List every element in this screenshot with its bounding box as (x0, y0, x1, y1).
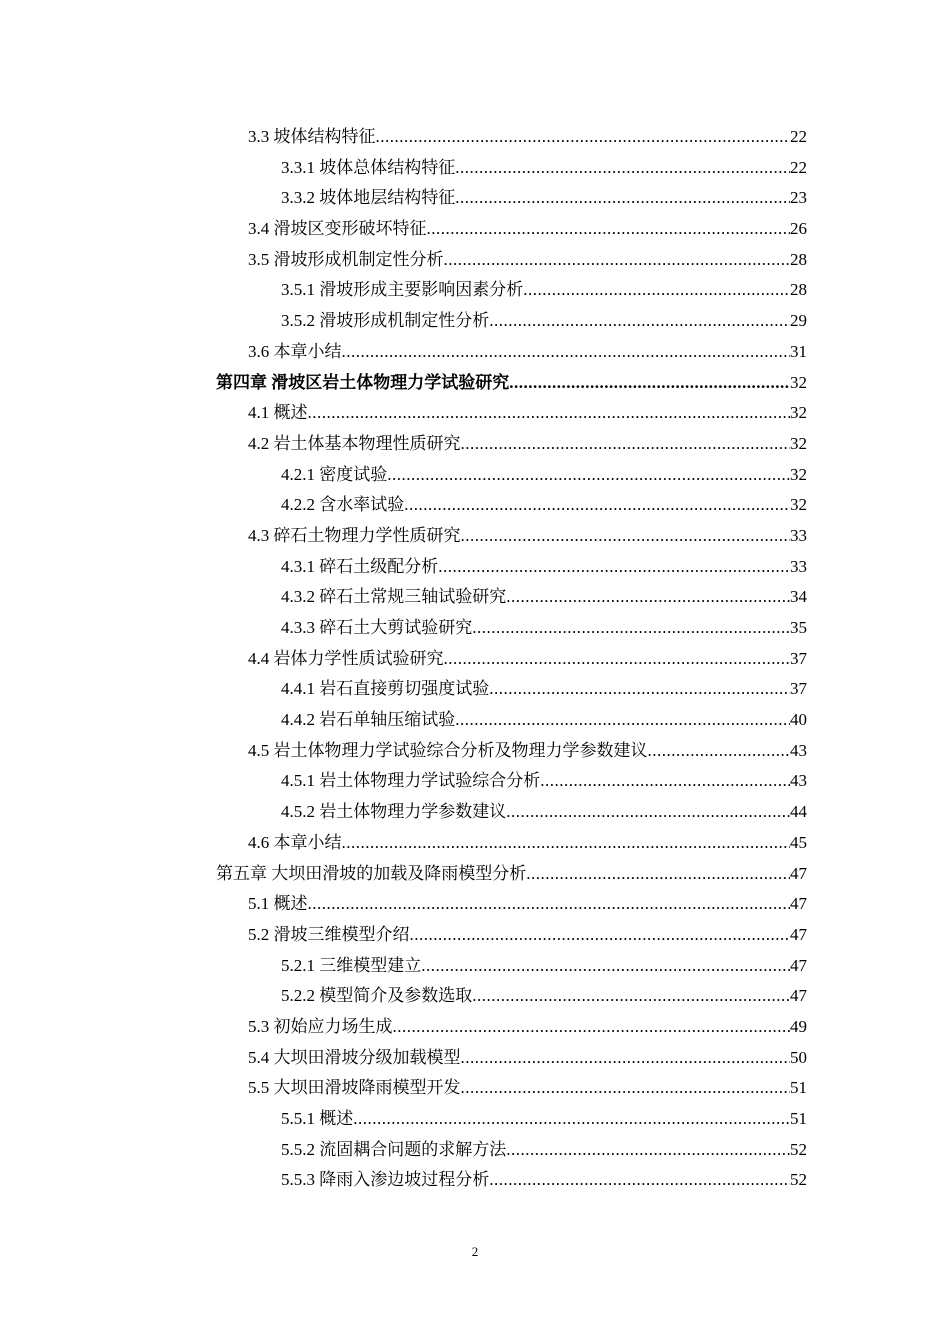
toc-section-entry[interactable] (0, 398, 950, 429)
toc-entry-page-number: 22 (790, 157, 807, 177)
toc-entry-title: 4.3.3 碎石土大剪试验研究 (281, 618, 473, 637)
toc-section-entry[interactable] (0, 122, 950, 153)
toc-entry-page-number: 52 (790, 1170, 807, 1190)
toc-section-entry[interactable] (0, 644, 950, 675)
toc-section-entry[interactable] (0, 214, 950, 245)
toc-subsection-entry[interactable] (0, 153, 950, 184)
toc-section-entry[interactable] (0, 736, 950, 767)
toc-dot-leader (506, 582, 790, 613)
toc-entry-title: 3.5.2 滑坡形成机制定性分析 (281, 311, 490, 331)
toc-section-entry[interactable] (0, 245, 950, 276)
toc-entry-title: 第五章 大坝田滑坡的加载及降雨模型分析 (216, 863, 527, 883)
toc-dot-leader (461, 1073, 791, 1104)
toc-chapter-entry[interactable] (0, 368, 950, 399)
toc-entry-page-number: 45 (790, 832, 807, 852)
toc-entry-page-number: 33 (790, 525, 807, 545)
toc-entry-page-number: 51 (790, 1109, 807, 1128)
toc-subsection-entry[interactable] (0, 1135, 950, 1166)
toc-subsection-entry[interactable] (0, 797, 950, 828)
toc-dot-leader (404, 490, 790, 521)
toc-section-entry[interactable] (0, 429, 950, 460)
toc-subsection-entry[interactable] (0, 552, 950, 583)
toc-entry-title: 5.2.1 三维模型建立 (281, 955, 422, 975)
toc-entry-page-number: 43 (790, 771, 807, 791)
toc-dot-leader (489, 1165, 790, 1196)
toc-entry-page-number: 49 (790, 1016, 807, 1036)
toc-dot-leader (393, 1012, 791, 1043)
toc-chapter-entry[interactable] (0, 859, 950, 890)
toc-entry-page-number: 22 (790, 127, 807, 146)
toc-entry-page-number: 34 (790, 587, 807, 607)
toc-entry-title: 4.5 岩土体物理力学试验综合分析及物理力学参数建议 (248, 740, 648, 760)
toc-entry-page-number: 29 (790, 311, 807, 331)
toc-dot-leader (438, 552, 790, 583)
toc-dot-leader (342, 828, 791, 859)
toc-section-entry[interactable] (0, 889, 950, 920)
toc-dot-leader (427, 214, 791, 245)
toc-entry-page-number: 50 (790, 1047, 807, 1067)
toc-entry-title: 5.4 大坝田滑坡分级加载模型 (248, 1047, 461, 1067)
toc-entry-page-number: 47 (790, 986, 807, 1006)
toc-section-entry[interactable] (0, 1073, 950, 1104)
toc-entry-title: 3.5 滑坡形成机制定性分析 (248, 249, 444, 269)
toc-entry-title: 5.3 初始应力场生成 (248, 1016, 393, 1036)
toc-dot-leader (489, 306, 790, 337)
toc-dot-leader (489, 674, 790, 705)
toc-dot-leader (455, 183, 790, 214)
toc-entry-page-number: 31 (790, 341, 807, 361)
toc-subsection-entry[interactable] (0, 1104, 950, 1135)
toc-dot-leader (342, 337, 791, 368)
toc-entry-page-number: 52 (790, 1139, 807, 1159)
toc-entry-page-number: 28 (790, 280, 807, 300)
toc-entry-page-number: 32 (790, 433, 807, 453)
toc-entry-title: 4.5.2 岩土体物理力学参数建议 (281, 802, 507, 822)
toc-entry-title: 4.2 岩土体基本物理性质研究 (248, 433, 461, 453)
toc-subsection-entry[interactable] (0, 275, 950, 306)
toc-entry-page-number: 47 (790, 863, 807, 883)
toc-entry-page-number: 51 (790, 1078, 807, 1098)
toc-entry-title: 5.5 大坝田滑坡降雨模型开发 (248, 1078, 461, 1098)
toc-entry-page-number: 47 (790, 894, 807, 914)
toc-subsection-entry[interactable] (0, 705, 950, 736)
toc-entry-title: 3.6 本章小结 (248, 341, 342, 361)
toc-subsection-entry[interactable] (0, 613, 950, 644)
toc-dot-leader (444, 245, 791, 276)
toc-entry-title: 4.6 本章小结 (248, 832, 342, 852)
toc-section-entry[interactable] (0, 1043, 950, 1074)
toc-entry-page-number: 32 (790, 495, 807, 515)
toc-dot-leader (523, 275, 790, 306)
toc-entry-page-number: 43 (790, 740, 807, 760)
toc-dot-leader (506, 1135, 790, 1166)
toc-dot-leader (509, 368, 790, 399)
toc-entry-title: 5.5.3 降雨入渗边坡过程分析 (281, 1170, 490, 1190)
toc-dot-leader (421, 951, 790, 982)
toc-subsection-entry[interactable] (0, 460, 950, 491)
toc-entry-page-number: 33 (790, 556, 807, 576)
toc-entry-title: 4.3 碎石土物理力学性质研究 (248, 525, 461, 545)
toc-entry-title: 3.3 坡体结构特征 (248, 127, 376, 146)
toc-subsection-entry[interactable] (0, 981, 950, 1012)
toc-subsection-entry[interactable] (0, 674, 950, 705)
toc-entry-title: 4.3.2 碎石土常规三轴试验研究 (281, 587, 507, 607)
toc-entry-page-number: 37 (790, 648, 807, 668)
toc-section-entry[interactable] (0, 1012, 950, 1043)
toc-subsection-entry[interactable] (0, 183, 950, 214)
toc-dot-leader (455, 705, 790, 736)
toc-dot-leader (308, 398, 791, 429)
toc-dot-leader (472, 981, 790, 1012)
toc-section-entry[interactable] (0, 337, 950, 368)
toc-entry-page-number: 32 (790, 464, 807, 484)
toc-dot-leader (376, 122, 791, 153)
toc-entry-title: 5.5.2 流固耦合问题的求解方法 (281, 1139, 507, 1159)
toc-dot-leader (461, 429, 791, 460)
toc-entry-title: 4.4.2 岩石单轴压缩试验 (281, 710, 456, 730)
toc-subsection-entry[interactable] (0, 951, 950, 982)
toc-entry-page-number: 32 (790, 403, 807, 423)
toc-dot-leader (461, 521, 791, 552)
toc-entry-page-number: 47 (790, 924, 807, 944)
toc-entry-title: 3.3.2 坡体地层结构特征 (281, 188, 456, 208)
toc-entry-title: 4.4 岩体力学性质试验研究 (248, 648, 444, 668)
toc-dot-leader (308, 889, 791, 920)
toc-dot-leader (540, 766, 790, 797)
table-of-contents (0, 122, 950, 1196)
toc-entry-page-number: 35 (790, 618, 807, 637)
toc-entry-page-number: 26 (790, 219, 807, 239)
toc-entry-page-number: 23 (790, 188, 807, 208)
toc-subsection-entry[interactable] (0, 306, 950, 337)
toc-subsection-entry[interactable] (0, 490, 950, 521)
toc-entry-page-number: 32 (790, 372, 807, 392)
page-number: 2 (471, 1244, 479, 1259)
toc-section-entry[interactable] (0, 521, 950, 552)
toc-entry-title: 4.3.1 碎石土级配分析 (281, 556, 439, 576)
toc-entry-title: 4.4.1 岩石直接剪切强度试验 (281, 679, 490, 699)
toc-entry-title: 5.1 概述 (248, 894, 308, 914)
toc-dot-leader (472, 613, 790, 644)
toc-entry-title: 5.5.1 概述 (281, 1109, 354, 1128)
toc-entry-title: 第四章 滑坡区岩土体物理力学试验研究 (216, 372, 510, 392)
toc-dot-leader (461, 1043, 791, 1074)
toc-entry-page-number: 40 (790, 710, 807, 730)
toc-entry-page-number: 37 (790, 679, 807, 699)
toc-subsection-entry[interactable] (0, 1165, 950, 1196)
toc-dot-leader (526, 859, 790, 890)
toc-entry-page-number: 47 (790, 955, 807, 975)
toc-entry-title: 4.2.1 密度试验 (281, 464, 388, 484)
toc-entry-page-number: 28 (790, 249, 807, 269)
toc-subsection-entry[interactable] (0, 766, 950, 797)
toc-entry-title: 4.1 概述 (248, 403, 308, 423)
toc-dot-leader (648, 736, 791, 767)
toc-dot-leader (455, 153, 790, 184)
toc-dot-leader (353, 1104, 790, 1135)
toc-dot-leader (387, 460, 790, 491)
toc-dot-leader (410, 920, 791, 951)
toc-entry-title: 5.2.2 模型简介及参数选取 (281, 986, 473, 1006)
toc-entry-title: 3.5.1 滑坡形成主要影响因素分析 (281, 280, 524, 300)
toc-entry-page-number: 44 (790, 802, 807, 822)
toc-subsection-entry[interactable] (0, 582, 950, 613)
toc-entry-title: 4.5.1 岩土体物理力学试验综合分析 (281, 771, 541, 791)
toc-entry-title: 4.2.2 含水率试验 (281, 495, 405, 515)
toc-section-entry[interactable] (0, 920, 950, 951)
toc-dot-leader (444, 644, 791, 675)
toc-entry-title: 5.2 滑坡三维模型介绍 (248, 924, 410, 944)
toc-dot-leader (506, 797, 790, 828)
toc-section-entry[interactable] (0, 828, 950, 859)
toc-entry-title: 3.3.1 坡体总体结构特征 (281, 157, 456, 177)
toc-entry-title: 3.4 滑坡区变形破坏特征 (248, 219, 427, 239)
